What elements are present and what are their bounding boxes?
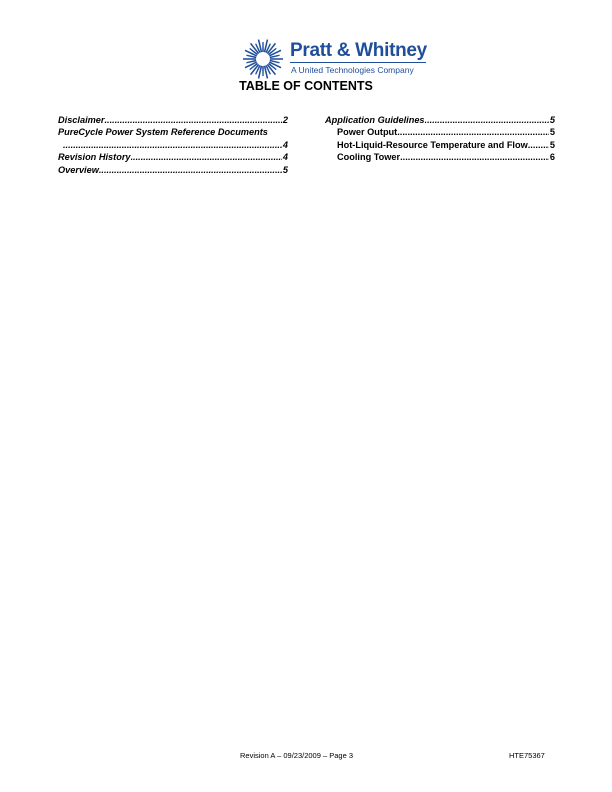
toc-entry-disclaimer[interactable] <box>58 114 288 126</box>
toc-leader <box>99 164 282 176</box>
toc-entry-label: Revision History <box>58 152 131 163</box>
toc-entry-label: Overview <box>58 164 99 175</box>
starburst-ray <box>243 58 256 60</box>
logo-subtitle: A United Technologies Company <box>291 65 414 75</box>
toc-entry-page: 5 <box>549 115 555 125</box>
logo-name: Pratt & Whitney <box>290 40 427 61</box>
toc-entry-application-guidelines[interactable] <box>325 114 555 126</box>
toc-entry-page: 6 <box>549 152 555 163</box>
toc-entry-page: 5 <box>282 164 288 175</box>
toc-entry-reference-documents[interactable] <box>58 126 288 151</box>
toc-leader <box>63 139 282 151</box>
toc-entry-page: 5 <box>549 127 555 138</box>
toc-entry-revision-history[interactable] <box>58 151 288 163</box>
toc-entry-label: Cooling Tower <box>337 152 401 163</box>
toc-entry-power-output[interactable] <box>325 126 555 138</box>
toc-entry-overview[interactable] <box>58 164 288 176</box>
toc-entry-page: 4 <box>282 152 288 163</box>
starburst-icon <box>240 38 286 80</box>
toc-entry-label: Hot-Liquid-Resource Temperature and Flow <box>337 139 528 150</box>
toc-entry-label: Disclaimer <box>58 115 105 125</box>
toc-leader <box>400 151 549 163</box>
toc-entry-page: 4 <box>282 139 288 150</box>
toc-entry-label: Power Output <box>337 127 398 138</box>
starburst-center <box>257 53 269 65</box>
logo-rule <box>290 62 426 63</box>
toc-entry-label: Application Guidelines <box>325 115 425 125</box>
toc-leader <box>131 151 282 163</box>
toc-entry-cooling-tower[interactable] <box>325 151 555 163</box>
toc-entry-page: 5 <box>549 139 555 150</box>
starburst-ray <box>262 66 264 76</box>
toc-entry-page: 2 <box>282 115 288 125</box>
footer-revision: Revision A – 09/23/2009 – Page 3 <box>240 751 354 760</box>
toc-entry-hot-liquid-resource[interactable] <box>325 139 555 151</box>
toc-right-column <box>325 114 555 164</box>
page-title: TABLE OF CONTENTS <box>239 79 373 93</box>
starburst-ray <box>270 58 283 60</box>
starburst-ray <box>262 42 264 52</box>
pratt-whitney-logo <box>240 38 430 80</box>
toc-leader <box>528 139 549 151</box>
toc-entry-label: PureCycle Power System Reference Documents <box>58 127 268 138</box>
toc-leader <box>104 114 281 126</box>
toc-leader <box>425 114 549 126</box>
toc-left-column <box>58 114 288 176</box>
footer-doc-number: HTE75367 <box>509 751 545 760</box>
toc-leader <box>397 126 549 138</box>
